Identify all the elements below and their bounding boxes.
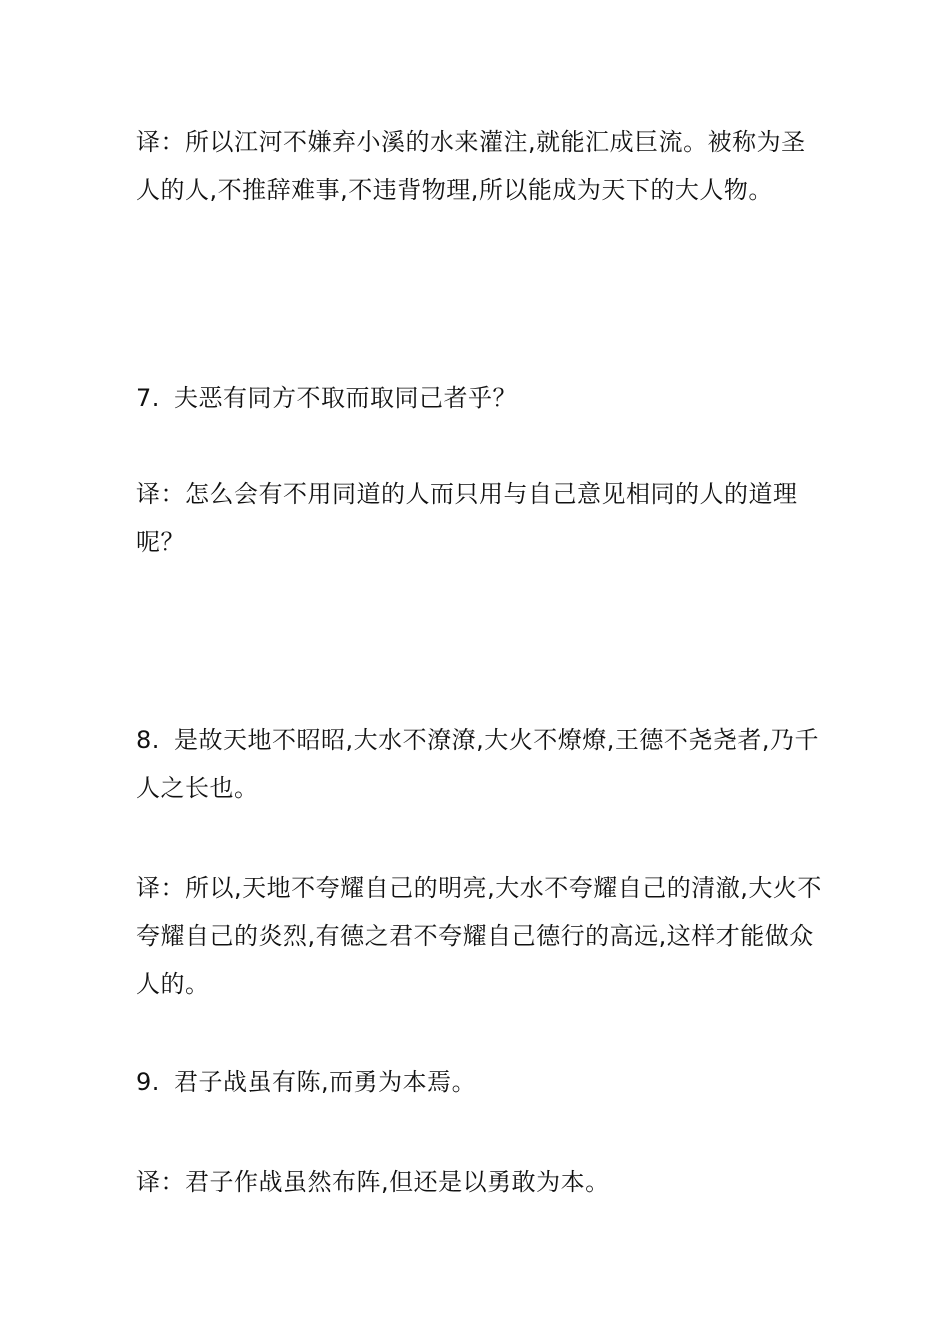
numbered-item — [136, 1058, 826, 1106]
numbered-item — [136, 716, 826, 812]
translation-paragraph — [136, 118, 826, 214]
translation-text: 译：怎么会有不用同道的人而只用与自己意见相同的人的道理呢？ — [136, 480, 798, 556]
item-number: 8. — [136, 726, 160, 754]
translation-text: 译：所以,天地不夸耀自己的明亮,大水不夸耀自己的清澈,大火不夸耀自己的炎烈,有德之君不夸耀自己德行的高远,这样才能做众人的。 — [136, 874, 822, 998]
item-number: 9. — [136, 1068, 160, 1096]
translation-text: 译：所以江河不嫌弃小溪的水来灌注,就能汇成巨流。被称为圣人的人,不推辞难事,不违背物理,所以能成为天下的大人物。 — [136, 128, 806, 204]
numbered-item — [136, 374, 826, 422]
translation-paragraph — [136, 470, 826, 566]
item-text: 夫恶有同方不取而取同己者乎？ — [174, 384, 517, 412]
translation-paragraph — [136, 1158, 826, 1206]
translation-paragraph — [136, 864, 826, 1008]
item-text: 是故天地不昭昭,大水不潦潦,大火不燎燎,王德不尧尧者,乃千人之长也。 — [136, 726, 820, 802]
item-number: 7. — [136, 384, 160, 412]
translation-text: 译：君子作战虽然布阵,但还是以勇敢为本。 — [136, 1168, 610, 1196]
item-text: 君子战虽有陈,而勇为本焉。 — [174, 1068, 477, 1096]
